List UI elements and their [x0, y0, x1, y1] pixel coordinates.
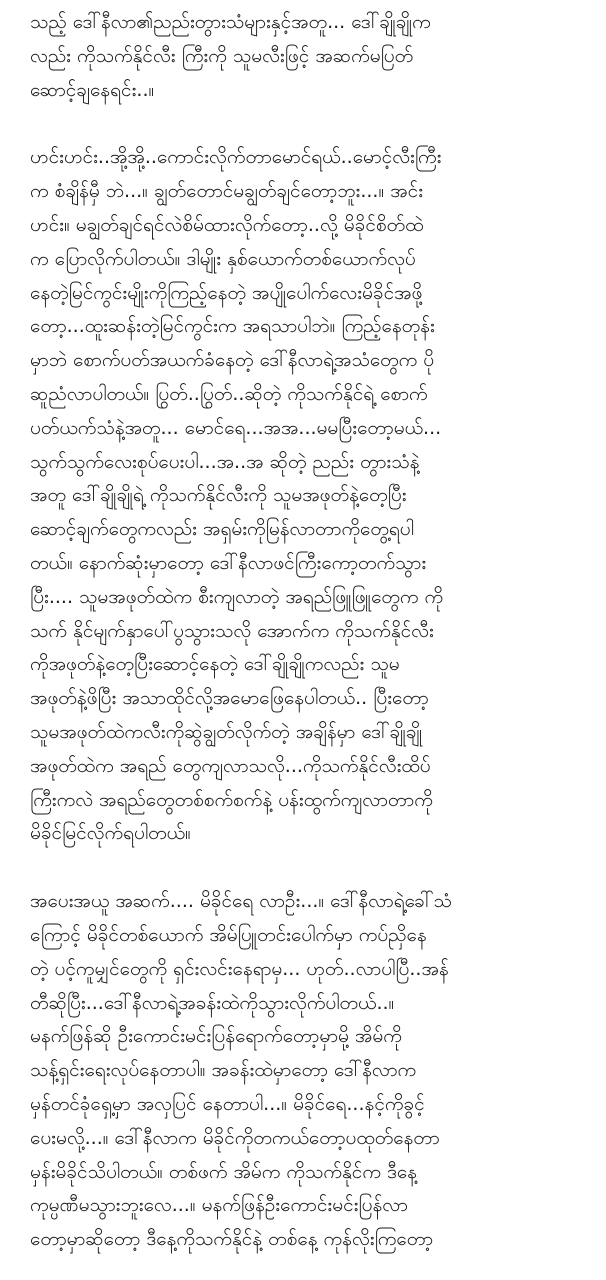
- paragraph-2: ဟင်းဟင်း..အို့အို့..ကောင်းလိုက်တာမောင်ရယ်..မောင့်လီးကြီး က စံချိန်မှီ ဘဲ...။ ချွတ်တောင်မချွတ်ချင်တော့ဘူး...။ အင်း ဟင်း။ မချွတ်ချင်ရင်လဲစိမ်ထားလိုက်တော့..လို့ မိခိုင်စိတ်ထဲ က ပြောလိုက်ပါတယ်။ ဒါမျိုး နှစ်ယောက်တစ်ယောက်လုပ် နေတဲ့မြင်ကွင်းမျိုးကိုကြည့်နေတဲ့ အပျိုပေါက်လေးမိခိုင်အဖို့ တော့...ထူးဆန်းတဲ့မြင်ကွင်းက အရသာပါဘဲ။ ကြည့်နေတုန်း မှာဘဲ စောက်ပတ်အယက်ခံနေတဲ့ ဒေါ်နီလာရဲ့အသံတွေက ပို ဆူညံလာပါတယ်။ ပြွတ်..ပြွတ်..ဆိုတဲ့ ကိုသက်နိုင်ရဲ့ စောက် ပတ်ယက်သံနဲ့အတူ... မောင်ရေ...အအ...မမပြီးတော့မယ်... သွက်သွက်လေးစုပ်ပေးပါ...အ..အ ဆိုတဲ့ ညည်း တွားသံနဲ့ အတူ ဒေါ်ချိုချိုရဲ့ ကိုသက်နိုင်လီးကို သူမအဖုတ်နဲ့တေ့ပြီး ဆောင့်ချက်တွေကလည်း အရှမ်းကိုမြန်လာတာကိုတွေ့ရပါ တယ်။ နောက်ဆုံးမှာတော့ ဒေါ်နီလာဖင်ကြီးကော့တက်သွား ပြီး.... သူမအဖုတ်ထဲက စီးကျလာတဲ့ အရည်ဖြူဖြူတွေက ကို သက် နိုင်မျက်နှာပေါ်ပွသွားသလို အောက်က ကိုသက်နိုင်လီး ကိုအဖုတ်နဲ့တေ့ပြီးဆောင့်နေတဲ့ ဒေါ်ချိုချိုကလည်း သူမ အဖုတ်နဲ့ဖိပြီး အသာထိုင်လို့အမောဖြေနေပါတယ်.. ပြီးတော့ သူမအဖုတ်ထဲကလီးကိုဆွဲချွတ်လိုက်တဲ့ အချိန်မှာ ဒေါ်ချိုချို အဖုတ်ထဲက အရည် တွေကျလာသလို...ကိုသက်နိုင်လီးထိပ် ကြီးကလဲ အရည်တွေတစ်စက်စက်နဲ့ ပန်းထွက်ကျလာတာကို မိခိုင်မြင်လိုက်ရပါတယ်။: [30, 146, 444, 845]
- paragraph-1: သည့် ဒေါ်နီလာ၏ညည်းတွားသံများနှင့်အတူ... ဒေါ်ချိုချိုက လည်း ကိုသက်နိုင်လီး ကြီးကို သူမလီးဖြင့် အဆက်မပြတ် ဆောင့်ချနေရင်း..။: [30, 11, 431, 101]
- paragraph-3: အပေးအယူ အဆက်.... မိခိုင်ရေ လာဦး...။ ဒေါ်နီလာရဲ့ခေါ်သံ ကြောင့် မိခိုင်တစ်ယောက် အိမ်ပြူတင်းပေါက်မှာ ကပ်ညှိနေ တဲ့ ပင့်ကူမျှင်တွေကို ရှင်းလင်းနေရာမှ... ဟုတ်..လာပါပြီ..အန် တီဆိုပြီး...ဒေါ်နီလာရဲ့အခန်းထဲကိုသွားလိုက်ပါတယ်..။ မနက်ဖြန်ဆို ဦးကောင်းမင်းပြန်ရောက်တော့မှာမို့ အိမ်ကို သန့်ရှင်းရေးလုပ်နေတာပါ။ အခန်းထဲမှာတော့ ဒေါ်နီလာက မှန်တင်ခုံရှေ့မှာ အလှပြင် နေတာပါ...။ မိခိုင်ရေ...နင့်ကိုခွင့် ပေးမလို့...။ ဒေါ်နီလာက မိခိုင်ကိုတကယ်တော့ပထုတ်နေတာ မှန်းမိခိုင်သိပါတယ်။ တစ်ဖက် အိမ်က ကိုသက်နိုင်က ဒီနေ့ ကုမ္ပဏီမသွားဘူးလေ...။ မနက်ဖြန်ဦးကောင်းမင်းပြန်လာ တော့မှာဆိုတော့ ဒီနေ့ကိုသက်နိုင်နဲ့ တစ်နေ့ ကုန်လိုးကြတော့: [30, 890, 452, 1251]
